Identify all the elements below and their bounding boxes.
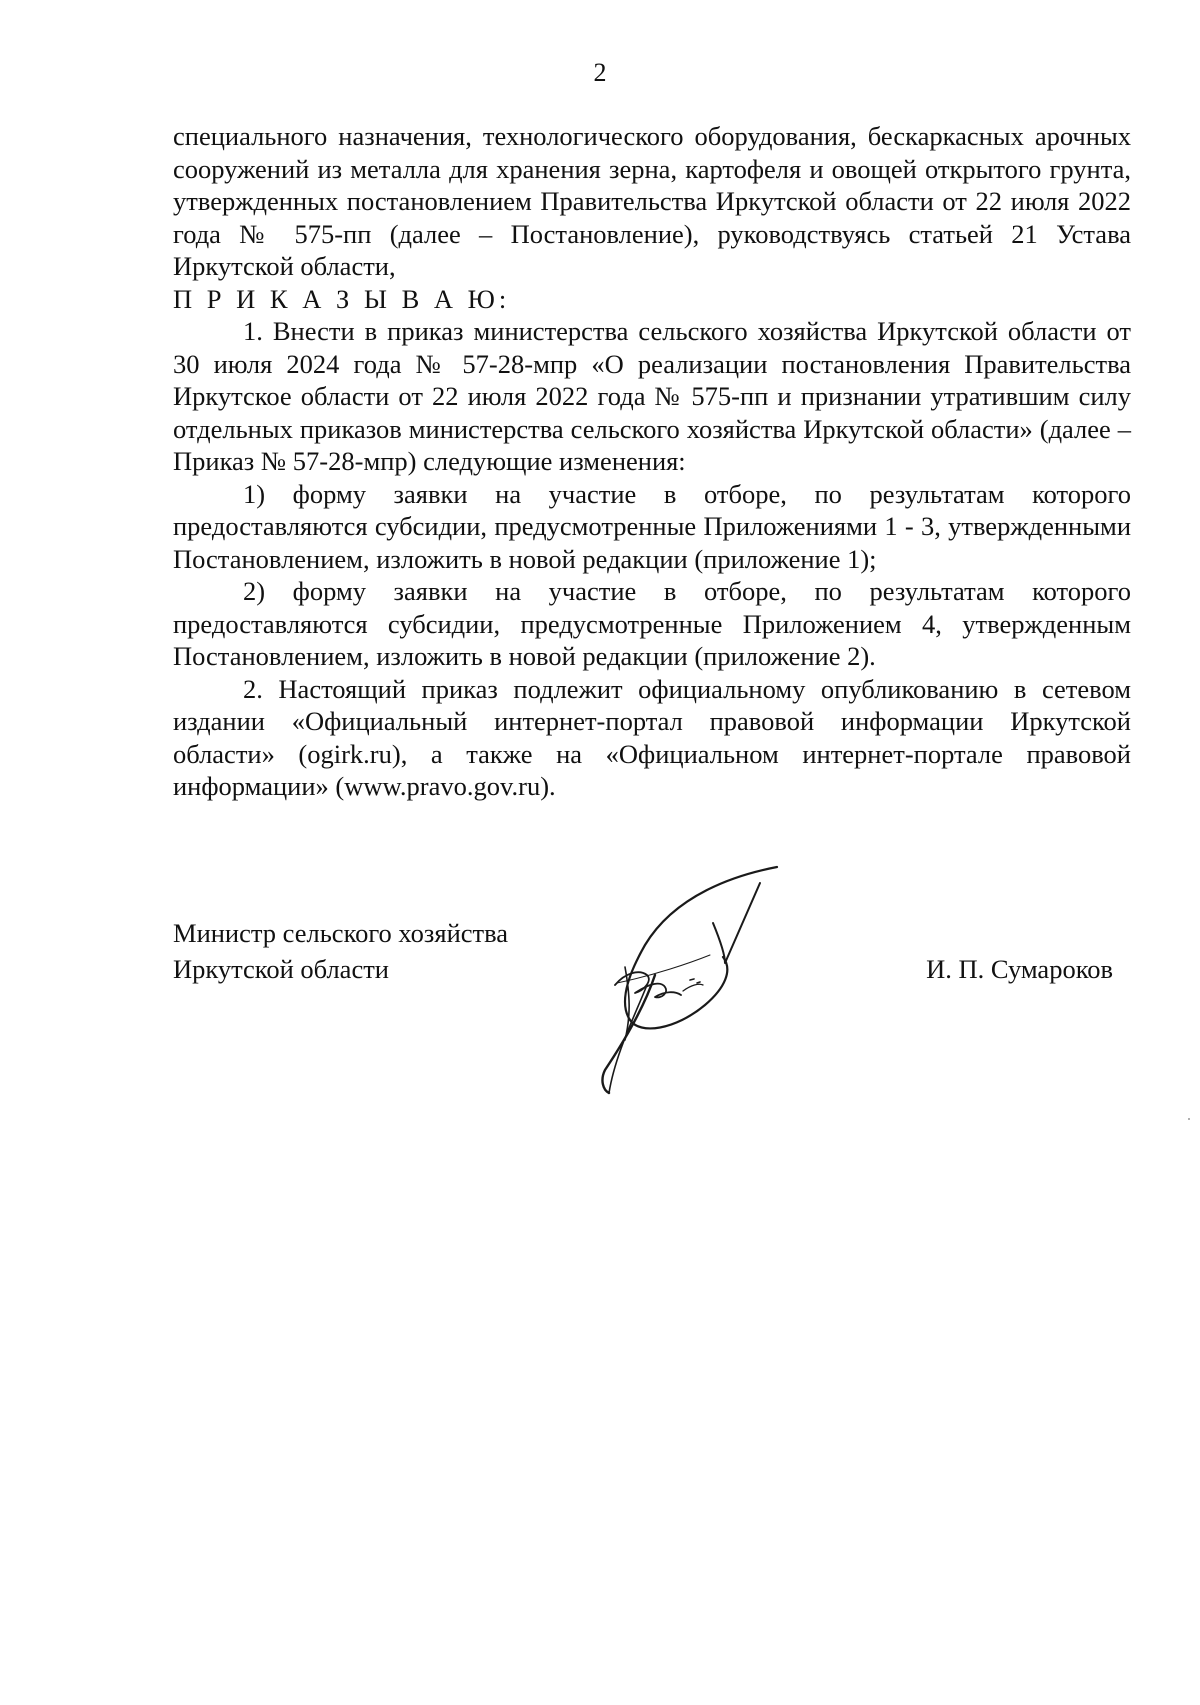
paragraph-item-1-2: 2) форму заявки на участие в отборе, по результатам которого предоставляются субсидии, предусмотренные Приложением 4, утвержденным Постановлением, изложить в новой редакции (приложение 2). xyxy=(173,576,1131,671)
page-number: 2 xyxy=(593,58,607,87)
paragraph-item-1: 1. Внести в приказ министерства сельского хозяйства Иркутской области от 30 июля 2024 года № 57-28-мпр «О реализации постановления Правительства Иркутское области от 22 июля 2022 года № 575-пп и признании утратившим силу отдельных приказов министерства сельского хозяйства Иркутской области» (далее – Приказ № 57-28-мпр) следующие изменения: xyxy=(173,316,1131,476)
document-body xyxy=(173,120,1131,803)
paragraph-item-2: 2. Настоящий приказ подлежит официальному опубликованию в сетевом издании «Официальный интернет-портал правовой информации Иркутской области» (ogirk.ru), а также на «Официальном интернет-портале правовой информации» (www.pravo.gov.ru). xyxy=(173,673,1131,801)
paragraph-preamble: специального назначения, технологического оборудования, бескаркасных арочных сооружений из металла для хранения зерна, картофеля и овощей открытого грунта, утвержденных постановлением Правительства Иркутской области от 22 июля 2022 года № 575-пп (далее – Постановление), руководствуясь статьей 21 Устава Иркутской области, xyxy=(173,121,1131,281)
signer-title-line-2: Иркутской области xyxy=(173,954,389,984)
signer-title xyxy=(173,915,508,987)
signer-name: И. П. Сумароков xyxy=(926,954,1113,984)
scan-artifact xyxy=(1188,1118,1190,1120)
order-heading: П Р И К А З Ы В А Ю: xyxy=(173,283,511,314)
signer-title-line-1: Министр сельского хозяйства xyxy=(173,918,509,948)
paragraph-item-1-1: 1) форму заявки на участие в отборе, по результатам которого предоставляются субсидии, предусмотренные Приложениями 1 - 3, утвержденными Постановлением, изложить в новой редакции (приложение 1); xyxy=(173,478,1131,574)
handwritten-signature xyxy=(595,855,855,1100)
